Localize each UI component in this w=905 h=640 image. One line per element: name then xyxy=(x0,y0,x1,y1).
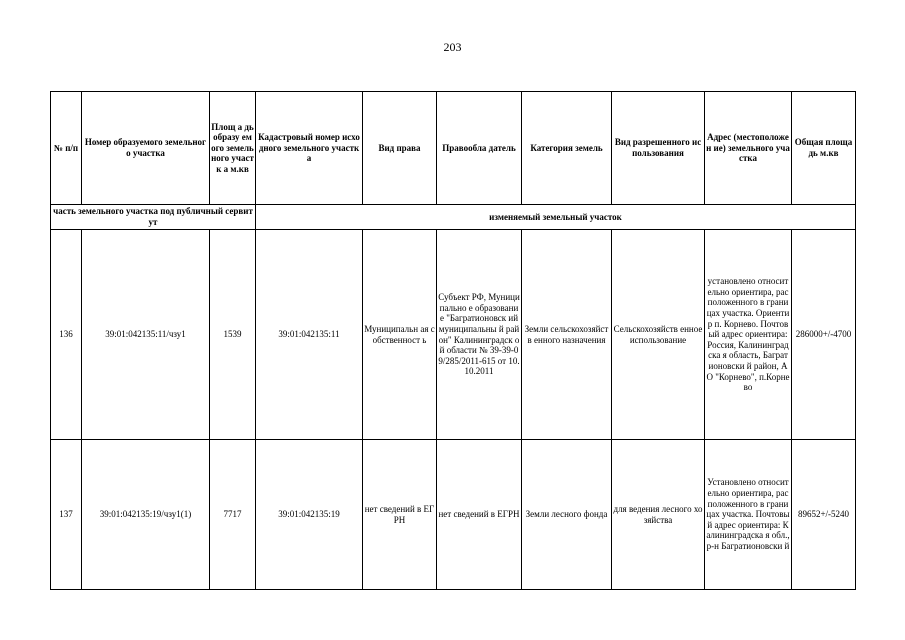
cell-cadastral-number: 39:01:042135:19 xyxy=(256,440,363,590)
cell-num: 136 xyxy=(51,230,82,440)
cell-rightholder: нет сведений в ЕГРН xyxy=(437,440,522,590)
cell-land-category: Земли сельскохозяйств енного назначения xyxy=(522,230,612,440)
cell-cadastral-number: 39:01:042135:11 xyxy=(256,230,363,440)
cell-total-area: 286000+/-4700 xyxy=(792,230,856,440)
cell-right-type: нет сведений в ЕГРН xyxy=(363,440,437,590)
cell-plot-number: 39:01:042135:19/чзу1(1) xyxy=(82,440,210,590)
header-area: Площ а дь образу емого земель ного участк а м.кв xyxy=(210,92,256,205)
header-num: № п/п xyxy=(51,92,82,205)
cell-area: 1539 xyxy=(210,230,256,440)
header-row xyxy=(51,92,856,205)
cell-address: Установлено относительно ориентира, расположенного в границах участка. Почтовый адрес ориентира: Калининградска я обл., р-н Багратионовски й xyxy=(705,440,792,590)
table-row xyxy=(51,230,856,440)
header-permitted-use: Вид разрешенного использования xyxy=(612,92,705,205)
table-row xyxy=(51,440,856,590)
cell-rightholder: Субъект РФ, Муниципально е образование "Багратионовск ий муниципальны й район" Калининградск ой области № 39-39-09/285/2011-615 от 10.10.2011 xyxy=(437,230,522,440)
cell-plot-number: 39:01:042135:11/чзу1 xyxy=(82,230,210,440)
header-address: Адрес (местоположен ие) земельного участка xyxy=(705,92,792,205)
subheader-servitude-part: часть земельного участка под публичный сервитут xyxy=(51,205,256,230)
cell-total-area: 89652+/-5240 xyxy=(792,440,856,590)
header-rightholder: Правообла датель xyxy=(437,92,522,205)
land-plots-table xyxy=(50,91,856,590)
cell-address: установлено относительно ориентира, расположенного в границах участка. Ориентир п. Корнево. Почтовый адрес ориентира: Россия, Калининградска я область, Багратионовски й район, АО "Корнево", п.Корнево xyxy=(705,230,792,440)
header-land-category: Категория земель xyxy=(522,92,612,205)
cell-permitted-use: Сельскохозяйств енное использование xyxy=(612,230,705,440)
header-total-area: Общая площа дь м.кв xyxy=(792,92,856,205)
header-plot-number: Номер образуемого земельного участка xyxy=(82,92,210,205)
cell-land-category: Земли лесного фонда xyxy=(522,440,612,590)
cell-right-type: Муниципальн ая собственност ь xyxy=(363,230,437,440)
header-right-type: Вид права xyxy=(363,92,437,205)
page-number: 203 xyxy=(443,40,462,54)
cell-area: 7717 xyxy=(210,440,256,590)
cell-permitted-use: для ведения лесного хозяйства xyxy=(612,440,705,590)
cell-num: 137 xyxy=(51,440,82,590)
subheader-changed-plot: изменяемый земельный участок xyxy=(256,205,856,230)
subheader-row xyxy=(51,205,856,230)
header-cadastral-number: Кадастровый номер исходного земельного участка xyxy=(256,92,363,205)
